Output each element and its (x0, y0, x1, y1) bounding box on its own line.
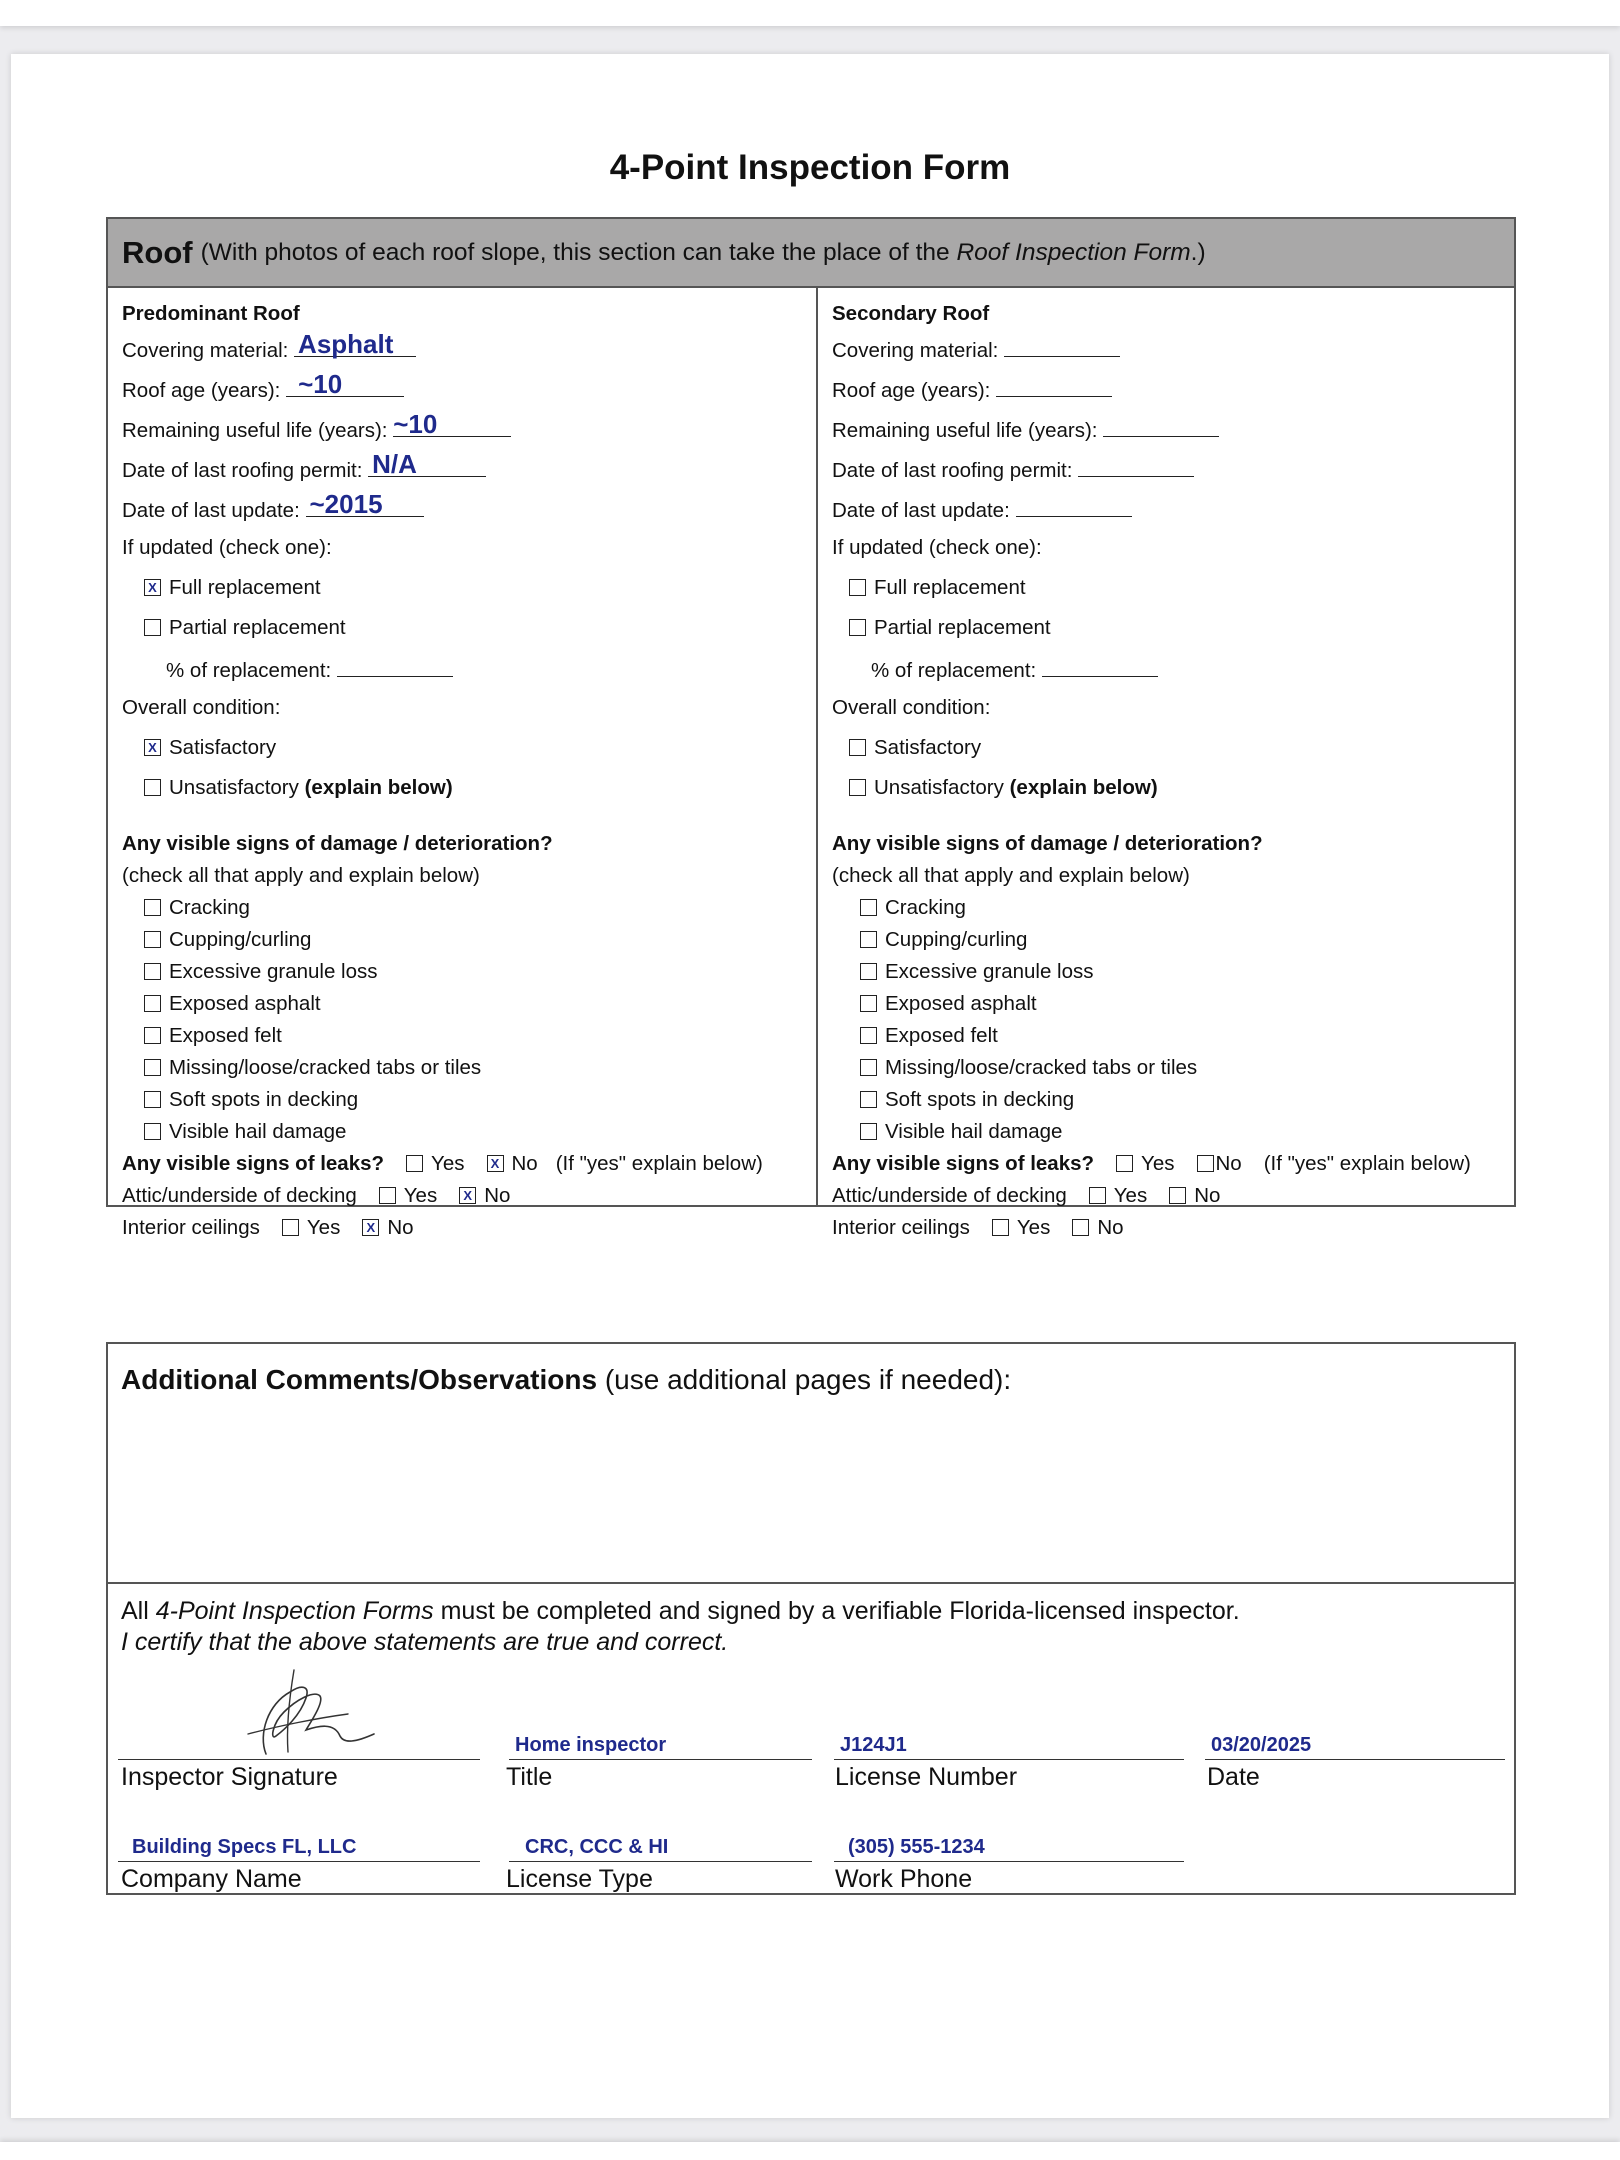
damage-checkbox[interactable] (144, 1059, 161, 1076)
license-type-field[interactable] (509, 1804, 812, 1862)
last-permit-field[interactable]: N/A (368, 456, 486, 477)
full-replacement-checkbox[interactable] (849, 579, 866, 596)
damage-note: (check all that apply and explain below) (832, 864, 1190, 887)
roof-age-field[interactable] (996, 376, 1112, 397)
interior-row: Interior ceilings Yes No (832, 1216, 1124, 1239)
satisfactory-option[interactable]: XSatisfactory (144, 736, 276, 760)
leaks-row: Any visible signs of leaks? Yes No (If "yes" explain below) (832, 1152, 1471, 1175)
predominant-roof-heading: Predominant Roof (122, 302, 300, 325)
comments-title: Additional Comments/Observations (use additional pages if needed): (121, 1364, 1012, 1395)
company-name-label: Company Name (121, 1865, 302, 1893)
previous-page-edge (0, 0, 1620, 26)
unsatisfactory-option[interactable]: Unsatisfactory (explain below) (849, 776, 1158, 800)
damage-checkbox[interactable] (860, 931, 877, 948)
damage-question: Any visible signs of damage / deterioration? (122, 832, 553, 855)
damage-item[interactable]: Cracking (144, 896, 250, 920)
company-name-value: Building Specs FL, LLC (132, 1836, 357, 1858)
leaks-yes-checkbox[interactable] (406, 1155, 423, 1172)
overall-condition-label: Overall condition: (832, 696, 991, 719)
damage-item[interactable]: Cupping/curling (860, 928, 1027, 952)
interior-yes-checkbox[interactable] (992, 1219, 1009, 1236)
covering-material-field[interactable] (1004, 336, 1120, 357)
if-updated-label: If updated (check one): (832, 536, 1042, 559)
license-number-field[interactable] (834, 1699, 1184, 1760)
next-page-edge (0, 2142, 1620, 2160)
interior-row: Interior ceilings YesX No (122, 1216, 414, 1240)
roof-age-field[interactable]: ~10 (286, 376, 404, 397)
company-name-field[interactable] (118, 1804, 480, 1862)
work-phone-value: (305) 555-1234 (848, 1836, 985, 1858)
damage-item[interactable]: Missing/loose/cracked tabs or tiles (144, 1056, 481, 1080)
damage-item[interactable]: Exposed asphalt (860, 992, 1037, 1016)
damage-checkbox[interactable] (144, 1123, 161, 1140)
covering-material-field[interactable]: Asphalt (294, 336, 416, 357)
interior-no-checkbox[interactable] (1072, 1219, 1089, 1236)
last-update-row: Date of last update: ~2015 (122, 496, 424, 523)
pct-replacement-row: % of replacement: (871, 656, 1158, 683)
damage-item[interactable]: Exposed asphalt (144, 992, 321, 1016)
comments-separator (108, 1582, 1514, 1584)
unsatisfactory-option[interactable]: Unsatisfactory (explain below) (144, 776, 453, 800)
covering-material-row: Covering material: (832, 336, 1120, 363)
partial-replacement-checkbox[interactable] (849, 619, 866, 636)
if-updated-label: If updated (check one): (122, 536, 332, 559)
damage-checkbox[interactable] (860, 1027, 877, 1044)
last-permit-row: Date of last roofing permit: N/A (122, 456, 486, 483)
title-value: Home inspector (515, 1734, 667, 1756)
date-field[interactable] (1205, 1699, 1505, 1760)
attic-yes-checkbox[interactable] (1089, 1187, 1106, 1204)
attic-row: Attic/underside of decking Yes No (832, 1184, 1221, 1207)
partial-replacement-option[interactable]: Partial replacement (849, 616, 1051, 640)
title-field[interactable] (509, 1699, 812, 1760)
overall-condition-label: Overall condition: (122, 696, 281, 719)
damage-question: Any visible signs of damage / deterioration? (832, 832, 1263, 855)
damage-item[interactable]: Excessive granule loss (860, 960, 1094, 984)
satisfactory-checkbox[interactable] (849, 739, 866, 756)
last-permit-field[interactable] (1078, 456, 1194, 477)
roof-section (106, 217, 1516, 1239)
attic-yes-checkbox[interactable] (379, 1187, 396, 1204)
comments-textarea[interactable] (120, 1408, 1502, 1574)
roof-age-row: Roof age (years): (832, 376, 1112, 403)
remaining-life-field[interactable]: ~10 (393, 416, 511, 437)
leaks-no-checkbox[interactable] (1197, 1155, 1214, 1172)
damage-checkbox[interactable] (144, 995, 161, 1012)
damage-item[interactable]: Exposed felt (860, 1024, 998, 1048)
last-update-field[interactable] (1016, 496, 1132, 517)
predominant-roof-column (108, 288, 816, 1239)
full-replacement-option[interactable]: XFull replacement (144, 576, 321, 600)
damage-item[interactable]: Missing/loose/cracked tabs or tiles (860, 1056, 1197, 1080)
damage-item[interactable]: Exposed felt (144, 1024, 282, 1048)
comments-section (106, 1342, 1516, 1895)
attic-no-checkbox[interactable] (459, 1187, 476, 1204)
pct-replacement-row: % of replacement: (166, 656, 453, 683)
work-phone-field[interactable] (834, 1804, 1184, 1862)
roof-section-header (108, 219, 1514, 288)
certify-statement: I certify that the above statements are true and correct. (121, 1628, 729, 1656)
damage-checkbox[interactable] (860, 1091, 877, 1108)
remaining-life-row: Remaining useful life (years): ~10 (122, 416, 511, 443)
damage-item[interactable]: Soft spots in decking (860, 1088, 1074, 1112)
damage-item[interactable]: Visible hail damage (860, 1120, 1062, 1144)
damage-checkbox[interactable] (144, 1027, 161, 1044)
roof-heading-note: (With photos of each roof slope, this section can take the place of the Roof Inspection Form.) (200, 238, 1206, 266)
date-value: 03/20/2025 (1211, 1734, 1312, 1756)
attic-row: Attic/underside of decking YesX No (122, 1184, 510, 1208)
partial-replacement-checkbox[interactable] (144, 619, 161, 636)
damage-checkbox[interactable] (860, 1059, 877, 1076)
damage-checkbox[interactable] (144, 1091, 161, 1108)
damage-item[interactable]: Soft spots in decking (144, 1088, 358, 1112)
title-label: Title (506, 1763, 553, 1791)
certification-statement: All 4-Point Inspection Forms must be completed and signed by a verifiable Florida-licensed inspector. (121, 1597, 1240, 1625)
damage-checkbox[interactable] (144, 963, 161, 980)
license-number-value: J124J1 (840, 1734, 907, 1756)
partial-replacement-option[interactable]: Partial replacement (144, 616, 346, 640)
license-type-label: License Type (506, 1865, 653, 1893)
form-title: 4-Point Inspection Form (609, 148, 1011, 187)
pct-replacement-field[interactable] (337, 656, 453, 677)
secondary-roof-column (818, 288, 1516, 1239)
leaks-yes-checkbox[interactable] (1116, 1155, 1133, 1172)
roof-age-row: Roof age (years): ~10 (122, 376, 404, 403)
remaining-life-field[interactable] (1103, 416, 1219, 437)
damage-checkbox[interactable] (860, 1123, 877, 1140)
full-replacement-checkbox[interactable] (144, 579, 161, 596)
document-page (11, 54, 1609, 2118)
license-number-label: License Number (835, 1763, 1018, 1791)
damage-checkbox[interactable] (144, 899, 161, 916)
last-permit-row: Date of last roofing permit: (832, 456, 1194, 483)
interior-yes-checkbox[interactable] (282, 1219, 299, 1236)
damage-item[interactable]: Visible hail damage (144, 1120, 346, 1144)
secondary-roof-heading: Secondary Roof (832, 302, 990, 325)
damage-item[interactable]: Cracking (860, 896, 966, 920)
inspector-signature-field[interactable] (118, 1664, 480, 1760)
satisfactory-checkbox[interactable] (144, 739, 161, 756)
work-phone-label: Work Phone (835, 1865, 973, 1893)
pct-replacement-field[interactable] (1042, 656, 1158, 677)
attic-no-checkbox[interactable] (1169, 1187, 1186, 1204)
damage-checkbox[interactable] (860, 899, 877, 916)
interior-no-checkbox[interactable] (362, 1219, 379, 1236)
satisfactory-option[interactable]: Satisfactory (849, 736, 981, 760)
last-update-row: Date of last update: (832, 496, 1132, 523)
last-update-field[interactable]: ~2015 (306, 496, 424, 517)
damage-checkbox[interactable] (144, 931, 161, 948)
leaks-no-checkbox[interactable] (487, 1155, 504, 1172)
unsatisfactory-checkbox[interactable] (849, 779, 866, 796)
inspector-signature-label: Inspector Signature (121, 1763, 338, 1791)
handwritten-signature (218, 1664, 378, 1759)
full-replacement-option[interactable]: Full replacement (849, 576, 1026, 600)
leaks-row: Any visible signs of leaks? YesX No (If "yes" explain below) (122, 1152, 763, 1176)
covering-material-row: Covering material: Asphalt (122, 336, 416, 363)
damage-note: (check all that apply and explain below) (122, 864, 480, 887)
remaining-life-row: Remaining useful life (years): (832, 416, 1219, 443)
roof-heading: Roof (122, 234, 193, 270)
date-label: Date (1207, 1763, 1260, 1791)
damage-checkbox[interactable] (860, 963, 877, 980)
damage-checkbox[interactable] (860, 995, 877, 1012)
damage-item[interactable]: Cupping/curling (144, 928, 311, 952)
unsatisfactory-checkbox[interactable] (144, 779, 161, 796)
damage-item[interactable]: Excessive granule loss (144, 960, 378, 984)
license-type-value: CRC, CCC & HI (525, 1836, 669, 1858)
